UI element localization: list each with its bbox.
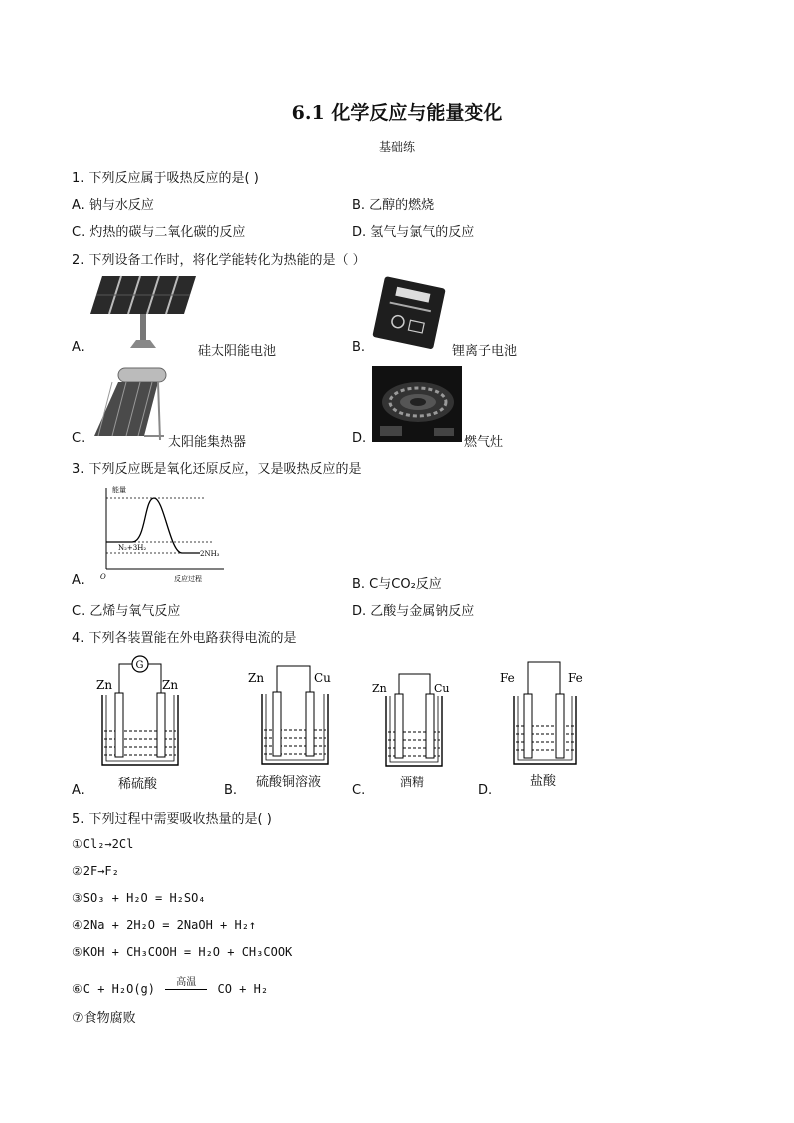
q3-option-c: C. 乙烯与氧气反应 <box>72 604 181 619</box>
q4-option-b-letter: B. <box>224 783 238 798</box>
q4-c-solution: 酒精 <box>400 775 425 789</box>
q3-option-d: D. 乙酸与金属钠反应 <box>352 604 475 619</box>
question-2-stem: 2. 下列设备工作时，将化学能转化为热能的是（ ） <box>72 253 366 268</box>
q4-a-right-electrode: Zn <box>162 678 179 692</box>
q4-option-d-letter: D. <box>478 783 493 798</box>
q4-d-solution: 盐酸 <box>530 774 557 789</box>
q4-option-a-letter: A. <box>72 783 85 798</box>
q2-option-b-text: 锂离子电池 <box>452 344 518 359</box>
q3-option-a-letter: A. <box>72 573 85 588</box>
graph-xlabel: 反应过程 <box>174 575 202 583</box>
q2-option-a-text: 硅太阳能电池 <box>198 344 277 359</box>
q4-b-right-electrode: Cu <box>314 671 331 685</box>
question-4-stem: 4. 下列各装置能在外电路获得电流的是 <box>72 631 297 646</box>
solar-water-heater-image <box>88 364 170 446</box>
high-temperature-arrow <box>165 977 207 990</box>
question-5-stem: 5. 下列过程中需要吸收热量的是( ) <box>72 812 272 827</box>
q5-item-6-lhs: ⑥C + H₂O(g) <box>72 982 156 996</box>
q5-item-2: ②2F→F₂ <box>72 864 119 878</box>
section-subtitle: 基础练 <box>378 140 415 154</box>
page-title: 6.1 化学反应与能量变化 <box>291 102 503 124</box>
graph-products-label: 2NH₃ <box>200 550 220 558</box>
q2-option-c-text: 太阳能集热器 <box>168 435 247 450</box>
energy-diagram <box>92 480 232 586</box>
q1-option-b: B. 乙醇的燃烧 <box>352 198 435 213</box>
solar-panel-image <box>88 272 200 352</box>
cell-apparatus-c <box>372 672 456 772</box>
graph-reactants-label: N₂+3H₂ <box>118 544 147 552</box>
q4-c-right-electrode: Cu <box>434 682 450 695</box>
q5-item-4: ④2Na + 2H₂O = 2NaOH + H₂↑ <box>72 918 257 932</box>
q4-d-right-electrode: Fe <box>568 671 583 685</box>
graph-origin-label: O <box>100 573 106 581</box>
cell-apparatus-a <box>96 653 196 771</box>
q4-c-left-electrode: Zn <box>372 682 387 695</box>
galvanometer-label: G <box>135 660 144 671</box>
q4-option-c-letter: C. <box>352 783 366 798</box>
q2-option-d-letter: D. <box>352 431 367 446</box>
q2-option-c-letter: C. <box>72 431 86 446</box>
q5-item-1: ①Cl₂→2Cl <box>72 837 134 851</box>
q1-option-c: C. 灼热的碳与二氧化碳的反应 <box>72 225 246 240</box>
q5-item-6 <box>72 977 269 996</box>
q2-option-b-letter: B. <box>352 340 366 355</box>
q5-item-3: ③SO₃ + H₂O = H₂SO₄ <box>72 891 206 905</box>
q4-b-left-electrode: Zn <box>248 671 265 685</box>
q1-option-d: D. 氢气与氯气的反应 <box>352 225 475 240</box>
cell-apparatus-b <box>248 662 344 768</box>
gas-stove-image <box>372 366 462 442</box>
q2-option-d-text: 燃气灶 <box>464 435 504 450</box>
q4-a-solution: 稀硫酸 <box>118 777 158 792</box>
lithium-battery-image <box>368 276 452 350</box>
question-1-stem: 1. 下列反应属于吸热反应的是( ) <box>72 171 259 186</box>
cell-apparatus-d <box>500 660 590 768</box>
q4-a-left-electrode: Zn <box>96 678 113 692</box>
q4-b-solution: 硫酸铜溶液 <box>256 775 322 790</box>
q1-option-a: A. 钠与水反应 <box>72 198 154 213</box>
question-3-stem: 3. 下列反应既是氧化还原反应，又是吸热反应的是 <box>72 462 362 477</box>
q5-item-7: ⑦食物腐败 <box>72 1011 136 1026</box>
q5-item-6-condition: 高温 <box>176 977 197 988</box>
q5-item-5: ⑤KOH + CH₃COOH = H₂O + CH₃COOK <box>72 945 293 959</box>
q5-item-6-rhs: CO + H₂ <box>217 982 269 996</box>
q2-option-a-letter: A. <box>72 340 85 355</box>
q4-d-left-electrode: Fe <box>500 671 515 685</box>
graph-ylabel: 能量 <box>112 486 126 494</box>
q3-option-b: B. C与CO₂反应 <box>352 577 442 592</box>
